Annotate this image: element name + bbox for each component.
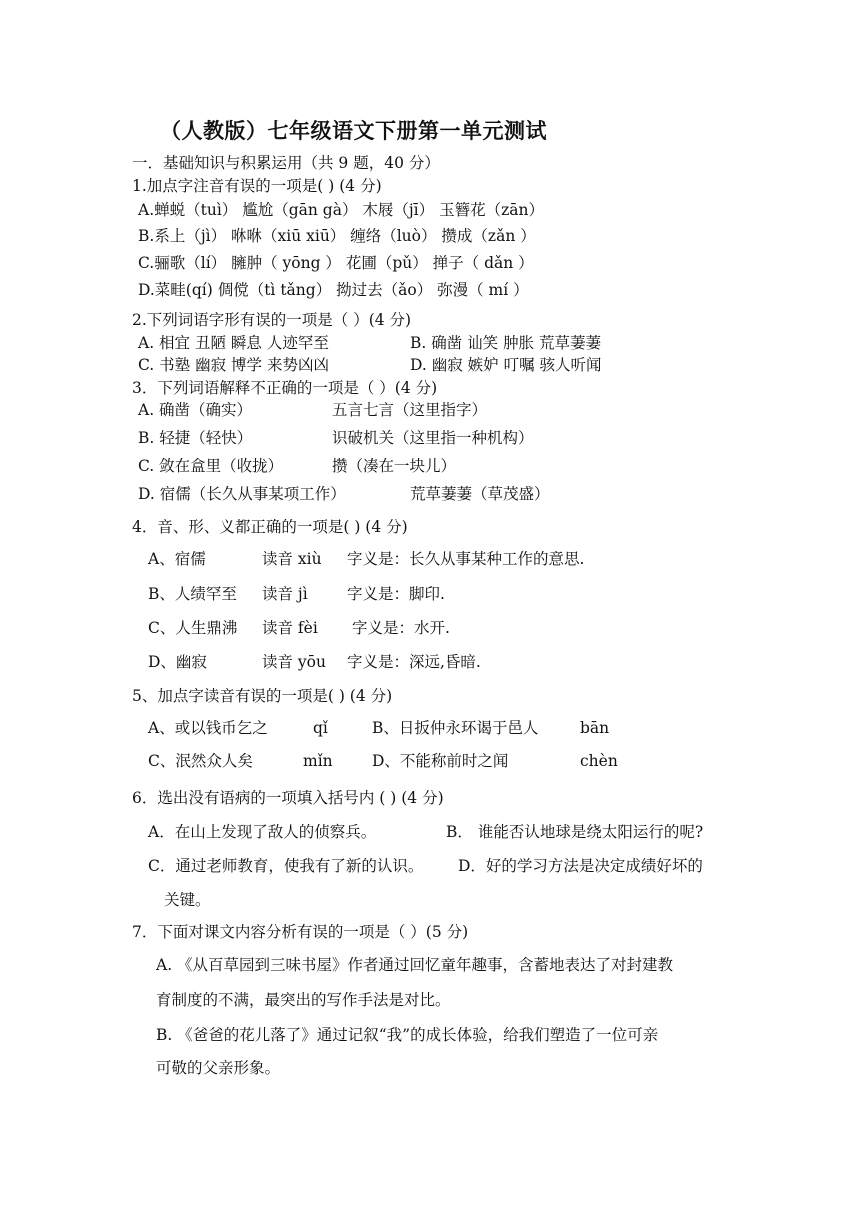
question-1-option-a: A.蝉蜕（tuì） 尴尬（gān gà） 木屐（jī） 玉簪花（zān） bbox=[138, 201, 544, 219]
question-3-stem: 3．下列词语解释不正确的一项是（ ）(4 分) bbox=[132, 379, 438, 397]
question-5-option-a-pinyin: qǐ bbox=[313, 719, 328, 737]
question-6-option-a: A．在山上发现了敌人的侦察兵。 bbox=[148, 823, 377, 841]
question-4-option-a-word: A、宿儒 bbox=[148, 550, 206, 568]
question-3-option-c: C. 敛在盒里（收拢） bbox=[138, 457, 284, 475]
question-4-option-b-meaning: 字义是：脚印. bbox=[347, 585, 445, 603]
section-heading: 一．基础知识与积累运用（共 9 题，40 分） bbox=[132, 154, 440, 172]
question-7-stem: 7．下面对课文内容分析有误的一项是（ ）(5 分) bbox=[132, 923, 469, 941]
question-1-option-d: D.菜畦(qí) 倜傥（tì tǎng） 拗过去（ǎo） 弥漫（ mí ） bbox=[138, 281, 529, 299]
question-1-option-c: C.骊歌（lí） 臃肿（ yōng ） 花圃（pǔ） 掸子（ dǎn ） bbox=[138, 254, 534, 272]
question-4-option-d-word: D、幽寂 bbox=[148, 653, 207, 671]
question-3-option-a: A. 确凿（确实） bbox=[138, 401, 253, 419]
question-5-stem: 5、加点字读音有误的一项是( ) (4 分) bbox=[132, 687, 393, 705]
question-5-option-c: C、泯然众人矣 bbox=[148, 752, 253, 770]
question-4-option-c-word: C、人生鼎沸 bbox=[148, 619, 238, 637]
question-5-option-d: D、不能称前时之闻 bbox=[372, 752, 509, 770]
question-5-option-c-pinyin: mǐn bbox=[303, 752, 333, 770]
question-2-stem: 2.下列词语字形有误的一项是（ ）(4 分) bbox=[132, 311, 412, 329]
question-7-option-a-line-2: 育制度的不满，最突出的写作手法是对比。 bbox=[156, 991, 451, 1009]
question-3-option-c-pair: 攒（凑在一块儿） bbox=[332, 457, 457, 475]
question-1-option-b: B.系上（jì） 咻咻（xiū xiū） 缠络（luò） 攒成（zǎn ） bbox=[138, 227, 536, 245]
question-6-stem: 6．选出没有语病的一项填入括号内 ( ) (4 分) bbox=[132, 789, 444, 807]
question-4-option-c-reading: 读音 fèi bbox=[262, 619, 318, 637]
question-6-option-d-continued: 关键。 bbox=[164, 891, 211, 909]
question-7-option-b-line-2: 可敬的父亲形象。 bbox=[156, 1059, 281, 1077]
question-6-option-d: D．好的学习方法是决定成绩好坏的 bbox=[458, 857, 703, 875]
question-6-option-c: C．通过老师教育，使我有了新的认识。 bbox=[148, 857, 424, 875]
question-4-option-a-reading: 读音 xiù bbox=[262, 550, 322, 568]
question-3-option-d: D. 宿儒（长久从事某项工作） bbox=[138, 485, 346, 503]
question-6-option-b: B． 谁能否认地球是绕太阳运行的呢? bbox=[446, 823, 704, 841]
question-3-option-d-pair: 荒草萋萋（草茂盛） bbox=[410, 485, 550, 503]
question-4-stem: 4．音、形、义都正确的一项是( ) (4 分) bbox=[132, 518, 408, 536]
question-3-option-b: B. 轻捷（轻快） bbox=[138, 429, 253, 447]
question-7-option-a-line-1: A. 《从百草园到三味书屋》作者通过回忆童年趣事，含蓄地表达了对封建教 bbox=[156, 956, 674, 974]
question-2-option-a: A. 相宜 丑陋 瞬息 人迹罕至 bbox=[138, 334, 329, 352]
question-2-option-d: D. 幽寂 嫉妒 叮嘱 骇人听闻 bbox=[410, 356, 602, 374]
question-3-option-a-pair: 五言七言（这里指字） bbox=[332, 401, 488, 419]
question-5-option-d-pinyin: chèn bbox=[580, 752, 618, 770]
question-4-option-d-meaning: 字义是：深远,昏暗. bbox=[347, 653, 481, 671]
question-4-option-a-meaning: 字义是：长久从事某种工作的意思. bbox=[347, 550, 585, 568]
question-3-option-b-pair: 识破机关（这里指一种机构） bbox=[332, 429, 534, 447]
question-5-option-b-pinyin: bān bbox=[580, 719, 610, 737]
question-1-stem: 1.加点字注音有误的一项是( ) (4 分) bbox=[132, 177, 382, 195]
question-4-option-c-meaning: 字义是：水开. bbox=[352, 619, 450, 637]
question-2-option-b: B. 确凿 讪笑 肿胀 荒草萋萋 bbox=[410, 334, 602, 352]
question-4-option-b-word: B、人绩罕至 bbox=[148, 585, 237, 603]
question-4-option-d-reading: 读音 yōu bbox=[262, 653, 326, 671]
question-7-option-b-line-1: B. 《爸爸的花儿落了》通过记叙“我”的成长体验，给我们塑造了一位可亲 bbox=[156, 1026, 659, 1044]
page-title: （人教版）七年级语文下册第一单元测试 bbox=[160, 118, 547, 143]
question-5-option-b: B、日扳仲永环谒于邑人 bbox=[372, 719, 539, 737]
question-4-option-b-reading: 读音 jì bbox=[262, 585, 308, 603]
question-5-option-a: A、或以钱币乞之 bbox=[148, 719, 268, 737]
question-2-option-c: C. 书塾 幽寂 博学 来势凶凶 bbox=[138, 356, 329, 374]
